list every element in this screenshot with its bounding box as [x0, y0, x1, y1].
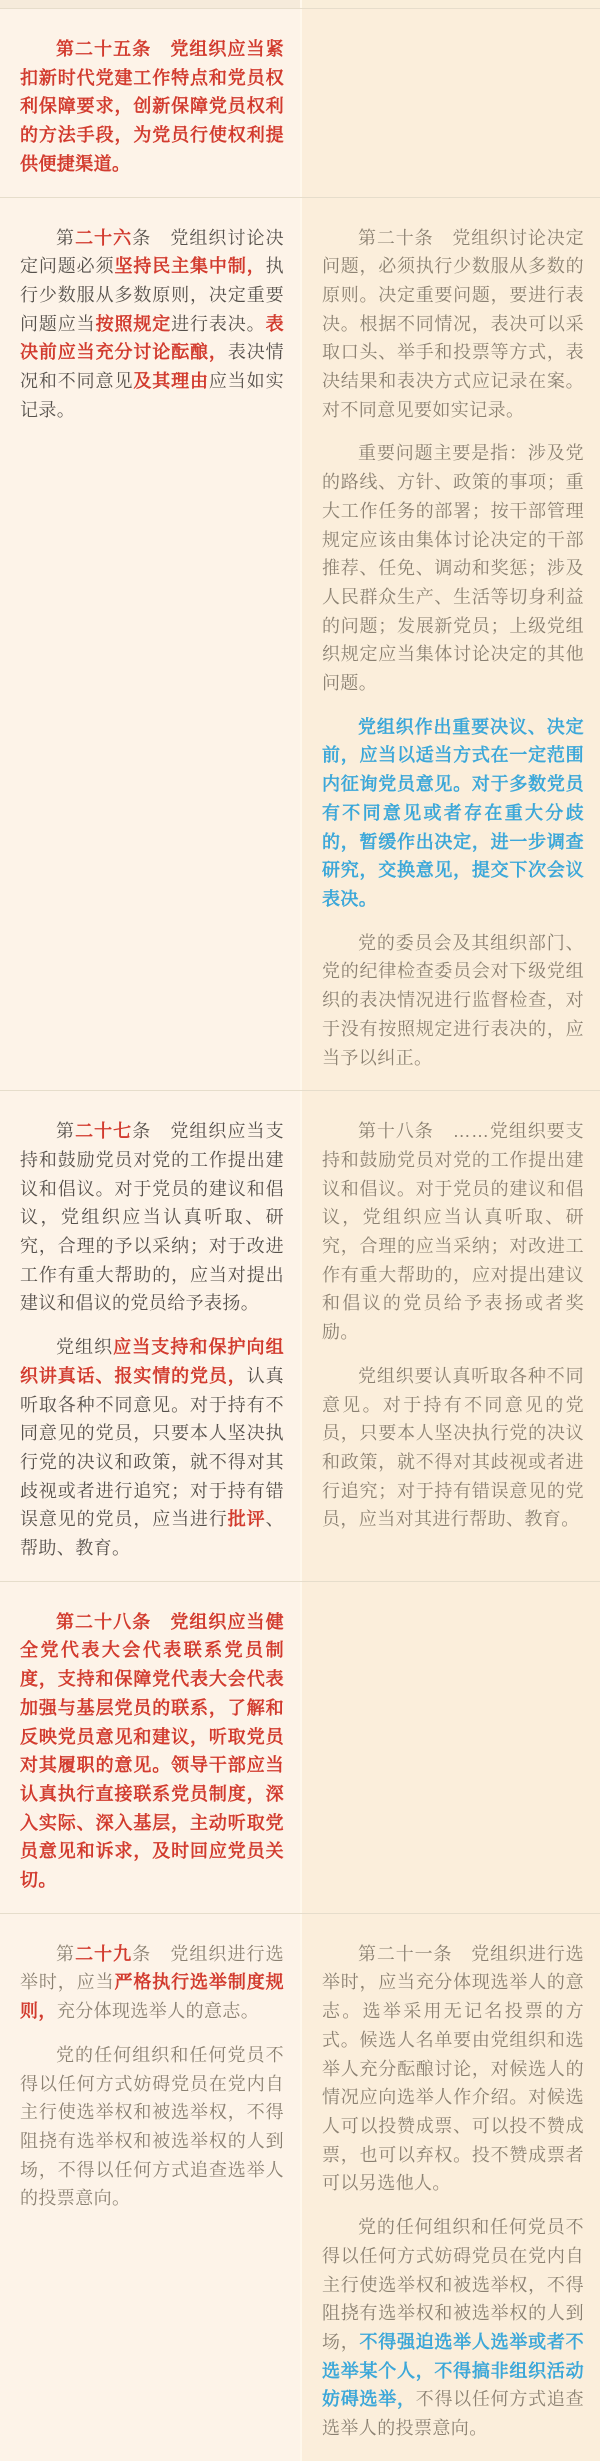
text-run: 党的任何组织和任何党员不得以任何方式妨碍党员在党内自主行使选举权和被选举权，不得阻挠有选举权和被选举权的人到场，	[322, 2217, 584, 2352]
revised-text-column	[0, 1914, 300, 2461]
text-run: 进行表决。	[171, 313, 266, 334]
text-run: 二十七	[75, 1121, 133, 1142]
paragraph	[322, 929, 584, 1073]
text-run: 二十六	[75, 227, 133, 248]
text-run: 党组织进行选举时，应当	[20, 1943, 284, 1993]
text-run: 认真听取各种不同意见。对于持有不同意见的党员，只要本人坚决执行党的决议和政策，就不得对其歧视或者进行追究；对于持有错误意见的党员，应当进行	[20, 1365, 284, 1530]
paragraph	[322, 1940, 584, 2198]
paragraph	[20, 224, 284, 425]
revised-text-column	[0, 9, 300, 197]
paragraph	[20, 1608, 284, 1895]
paragraph	[322, 713, 584, 914]
text-run: 不得以任何方式追查选举人的投票意向。	[322, 2389, 585, 2439]
text-run: 党组织讨论决定问题必须	[20, 227, 284, 277]
original-text-column	[300, 1914, 600, 2461]
text-run: 应当支持和保护向组织讲真话、报实情的党员，	[20, 1337, 284, 1386]
text-run: 第二十一条 党组织进行选举时，应当充分体现选举人的意志。选举采用无记名投票的方式。候选人名单要由党组织和选举人充分酝酿讨论，对候选人的情况应向选举人作介绍。对候选人可以投赞成票、可以投不赞成票，也可以弃权。投不赞成票者可以另选他人。	[322, 1943, 584, 2194]
paragraph	[322, 1362, 584, 1534]
comparison-row-article-27-vs-18	[0, 1091, 600, 1582]
text-run: 条	[132, 1943, 152, 1964]
text-run: 二十九	[75, 1943, 133, 1964]
text-run: 党组织	[56, 1337, 114, 1358]
text-run: 、帮助、教育。	[20, 1509, 284, 1559]
paragraph	[322, 1117, 584, 1347]
text-run: 第	[56, 1943, 76, 1964]
text-run: 第	[56, 227, 76, 248]
text-run: 党组织作出重要决议、决定前，应当以适当方式在一定范围内征询党员意见。对于多数党员有不同意见或者存在重大分歧的，暂缓作出决定，进一步调查研究，交换意见，提交下次会议表决。	[322, 716, 584, 909]
text-run: 党的委员会及其组织部门、党的纪律检查委员会对下级党组织的表决情况进行监督检查，对于没有按照规定进行表决的，应当予以纠正。	[322, 932, 584, 1068]
text-run: 执行少数服从多数原则，决定重要问题应当	[20, 256, 285, 334]
original-text-column	[300, 1091, 600, 1581]
original-text-column	[300, 1582, 600, 1913]
text-run: 充分体现选举人的意志。	[56, 2001, 260, 2022]
text-run: 第二十条 党组织讨论决定问题，必须执行少数服从多数的原则。决定重要问题，要进行表决。根据不同情况，表决可以采取口头、举手和投票等方式，表决结果和表决方式应记录在案。对不同意见要如实记录。	[322, 227, 584, 420]
paragraph	[20, 1333, 284, 1563]
paragraph	[20, 35, 284, 179]
text-run: 不得强迫选举人选举或者不选举某个人，不得搞非组织活动妨碍选举，	[322, 2331, 584, 2410]
original-text-column	[300, 198, 600, 1091]
paragraph	[322, 2213, 584, 2443]
text-run: 批评	[227, 1509, 266, 1530]
text-run: 按照规定	[95, 313, 172, 334]
comparison-row-article-25	[0, 9, 600, 198]
text-run: 党组织要认真听取各种不同意见。对于持有不同意见的党员，只要本人坚决执行党的决议和政策，就不得对其歧视或者进行追究；对于持有错误意见的党员，应当对其进行帮助、教育。	[322, 1365, 584, 1530]
text-run: 坚持民主集中制，	[114, 256, 266, 277]
original-text-column	[300, 9, 600, 197]
text-run: 及其理由	[133, 371, 209, 392]
text-run: 第二十五条 党组织应当紧扣新时代党建工作特点和党员权利保障要求，创新保障党员权利的方法手段，为党员行使权利提供便捷渠道。	[20, 39, 284, 174]
top-strip	[0, 0, 600, 9]
text-run: 第二十八条 党组织应当健全党代表大会代表联系党员制度，支持和保障党代表大会代表加强与基层党员的联系，了解和反映党员意见和建议，听取党员对其履职的意见。领导干部应当认真执行直接联系党员制度，深入实际、深入基层，主动听取党员意见和诉求，及时回应党员关切。	[20, 1611, 284, 1891]
comparison-row-article-26-vs-20	[0, 198, 600, 1092]
text-run: 重要问题主要是指：涉及党的路线、方针、政策的事项；重大工作任务的部署；按干部管理规定应该由集体讨论决定的干部推荐、任免、调动和奖惩；涉及人民群众生产、生活等切身利益的问题；发展新党员；上级党组织规定应当集体讨论决定的其他问题。	[322, 443, 584, 694]
text-run: 表决前应当充分讨论酝酿，	[20, 313, 284, 363]
paragraph	[322, 439, 584, 697]
text-run: 第十八条 ……党组织要支持和鼓励党员对党的工作提出建议和倡议。对于党员的建议和倡议，党组织应当认真听取、研究，合理的应当采纳；对改进工作有重大帮助的，应对提出建议和倡议的党员给予表扬或者奖励。	[322, 1121, 584, 1343]
text-run: 党组织应当支持和鼓励党员对党的工作提出建议和倡议。对于党员的建议和倡议，党组织应当认真听取、研究，合理的予以采纳；对于改进工作有重大帮助的，应当对提出建议和倡议的党员给予表扬。	[20, 1121, 284, 1314]
text-run: 条	[132, 1121, 152, 1142]
revised-text-column	[0, 198, 300, 1091]
text-run: 应当如实记录。	[20, 371, 284, 420]
paragraph	[322, 224, 584, 425]
revised-text-column	[0, 1091, 300, 1581]
comparison-row-article-29-vs-21	[0, 1914, 600, 2461]
text-run: 第	[56, 1121, 76, 1142]
paragraph	[20, 2041, 284, 2213]
text-run: 条	[132, 227, 152, 248]
comparison-sections	[0, 9, 600, 2461]
top-strip-left	[0, 0, 300, 8]
top-strip-right	[300, 0, 600, 8]
text-run: 表决情况和不同意见	[20, 342, 284, 392]
text-run: 党的任何组织和任何党员不得以任何方式妨碍党员在党内自主行使选举权和被选举权，不得阻挠有选举权和被选举权的人到场，不得以任何方式追查选举人的投票意向。	[20, 2044, 284, 2209]
comparison-row-article-28	[0, 1582, 600, 1914]
revised-text-column	[0, 1582, 300, 1913]
paragraph	[20, 1940, 284, 2026]
text-run: 严格执行选举制度规则，	[20, 1972, 285, 2022]
paragraph	[20, 1117, 284, 1318]
